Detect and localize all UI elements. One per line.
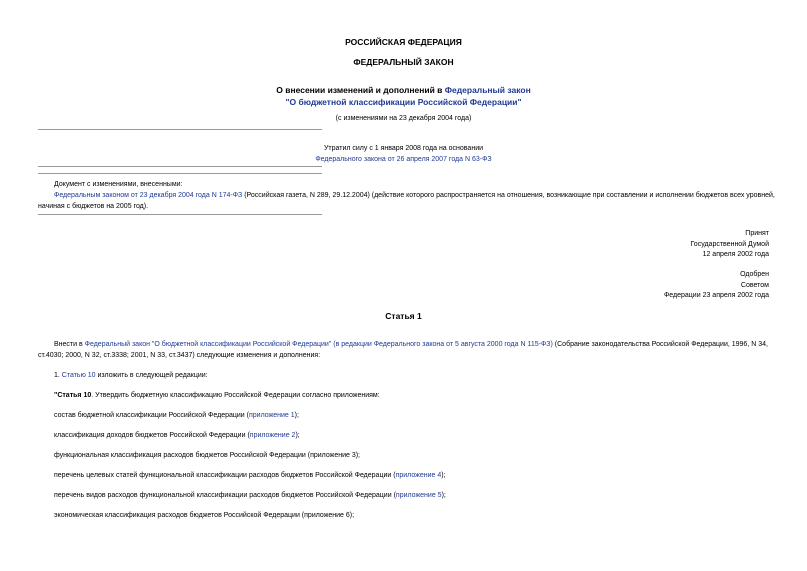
list-item — [38, 430, 774, 441]
item-text: состав бюджетной классификации Российской Федерации ( — [54, 412, 249, 419]
item-link[interactable]: приложение 4 — [395, 472, 442, 479]
approved-line: Советом — [740, 281, 769, 289]
divider — [38, 214, 322, 215]
item-end: ); — [294, 412, 299, 419]
adopted-block — [690, 229, 769, 261]
intro-link-edition[interactable]: (в редакции Федерального закона от 5 августа 2000 года N 115-ФЗ) — [331, 341, 553, 348]
law-type-heading: ФЕДЕРАЛЬНЫЙ ЗАКОН — [353, 57, 454, 67]
adopted-line: 12 апреля 2002 года — [702, 251, 769, 258]
lost-force-note — [0, 143, 807, 165]
item-text: функциональная классификация расходов бюджетов Российской Федерации (приложение 3); — [54, 452, 360, 459]
intro-rest: (Собрание законодательства Российской Федерации, 1996, N 34, ст.4030; 2000, N 32, ст.3338; 2001, N 33, ст.3437) следующие изменения и дополнения: — [38, 341, 768, 359]
article10-bold: "Статья 10 — [54, 392, 92, 399]
list-item — [38, 490, 774, 501]
p1-link-article10[interactable]: Статью 10 — [61, 372, 96, 379]
intro-link-law[interactable]: Федеральный закон "О бюджетной классификации Российской Федерации" — [84, 341, 332, 348]
law-title — [0, 84, 807, 108]
doc-changes-label: Документ с изменениями, внесенными: — [54, 181, 183, 188]
list-item — [38, 510, 774, 521]
article-title: Статья 1 — [385, 311, 422, 321]
approved-block — [664, 270, 769, 302]
list-item — [38, 410, 774, 421]
adopted-line: Принят — [745, 230, 769, 237]
intro-prefix: Внести в — [54, 341, 85, 348]
p1-number: 1. — [54, 372, 62, 379]
item-text: классификация доходов бюджетов Российской Федерации ( — [54, 432, 250, 439]
divider — [38, 166, 322, 167]
document-changes — [38, 179, 778, 212]
title-link-law-name[interactable]: "О бюджетной классификации Российской Федерации" — [285, 97, 522, 107]
approved-line: Одобрен — [740, 271, 769, 278]
doc-changes-body — [38, 190, 778, 212]
list-item — [38, 450, 774, 461]
article10-text — [38, 390, 774, 401]
approved-line: Федерации 23 апреля 2002 года — [663, 292, 769, 299]
changes-note: (с изменениями на 23 декабря 2004 года) — [335, 115, 472, 122]
country-heading: РОССИЙСКАЯ ФЕДЕРАЦИЯ — [345, 37, 462, 47]
doc-changes-link[interactable]: Федеральным законом от 23 декабря 2004 года N 174-ФЗ — [54, 192, 243, 199]
list-item — [38, 470, 774, 481]
divider — [38, 173, 322, 174]
title-prefix: О внесении изменений и дополнений в — [276, 85, 445, 95]
item-text: экономическая классификация расходов бюджетов Российской Федерации (приложение 6); — [54, 512, 355, 519]
lost-force-line: Утратил силу с 1 января 2008 года на основании — [323, 145, 484, 152]
item-text: перечень целевых статей функциональной классификации расходов бюджетов Российской Федерации ( — [54, 472, 396, 479]
item-link[interactable]: приложение 1 — [249, 412, 295, 419]
item-end: ); — [295, 432, 300, 439]
divider — [38, 129, 322, 130]
lost-force-link[interactable]: Федерального закона от 26 апреля 2007 года N 63-ФЗ — [315, 156, 492, 163]
article-intro — [38, 339, 774, 361]
item-text: перечень видов расходов функциональной классификации расходов бюджетов Российской Федерации ( — [54, 492, 396, 499]
paragraph-1 — [38, 370, 774, 381]
article-body — [38, 339, 774, 521]
item-end: ); — [441, 472, 446, 479]
item-link[interactable]: приложение 5 — [395, 492, 442, 499]
p1-rest: изложить в следующей редакции: — [95, 372, 208, 379]
article10-rest: . Утвердить бюджетную классификацию Российской Федерации согласно приложениям: — [91, 392, 380, 399]
adopted-line: Государственной Думой — [690, 240, 769, 248]
item-link[interactable]: приложение 2 — [249, 432, 296, 439]
item-end: ); — [441, 492, 446, 499]
doc-changes-rest: (Российская газета, N 289, 29.12.2004) (действие которого распространяется на отношения, возникающие при составлении и исполнении бюджетов всех уровней, начиная с бюджетов на 2005 год). — [38, 192, 775, 210]
title-link-federal-law[interactable]: Федеральный закон — [444, 85, 531, 95]
